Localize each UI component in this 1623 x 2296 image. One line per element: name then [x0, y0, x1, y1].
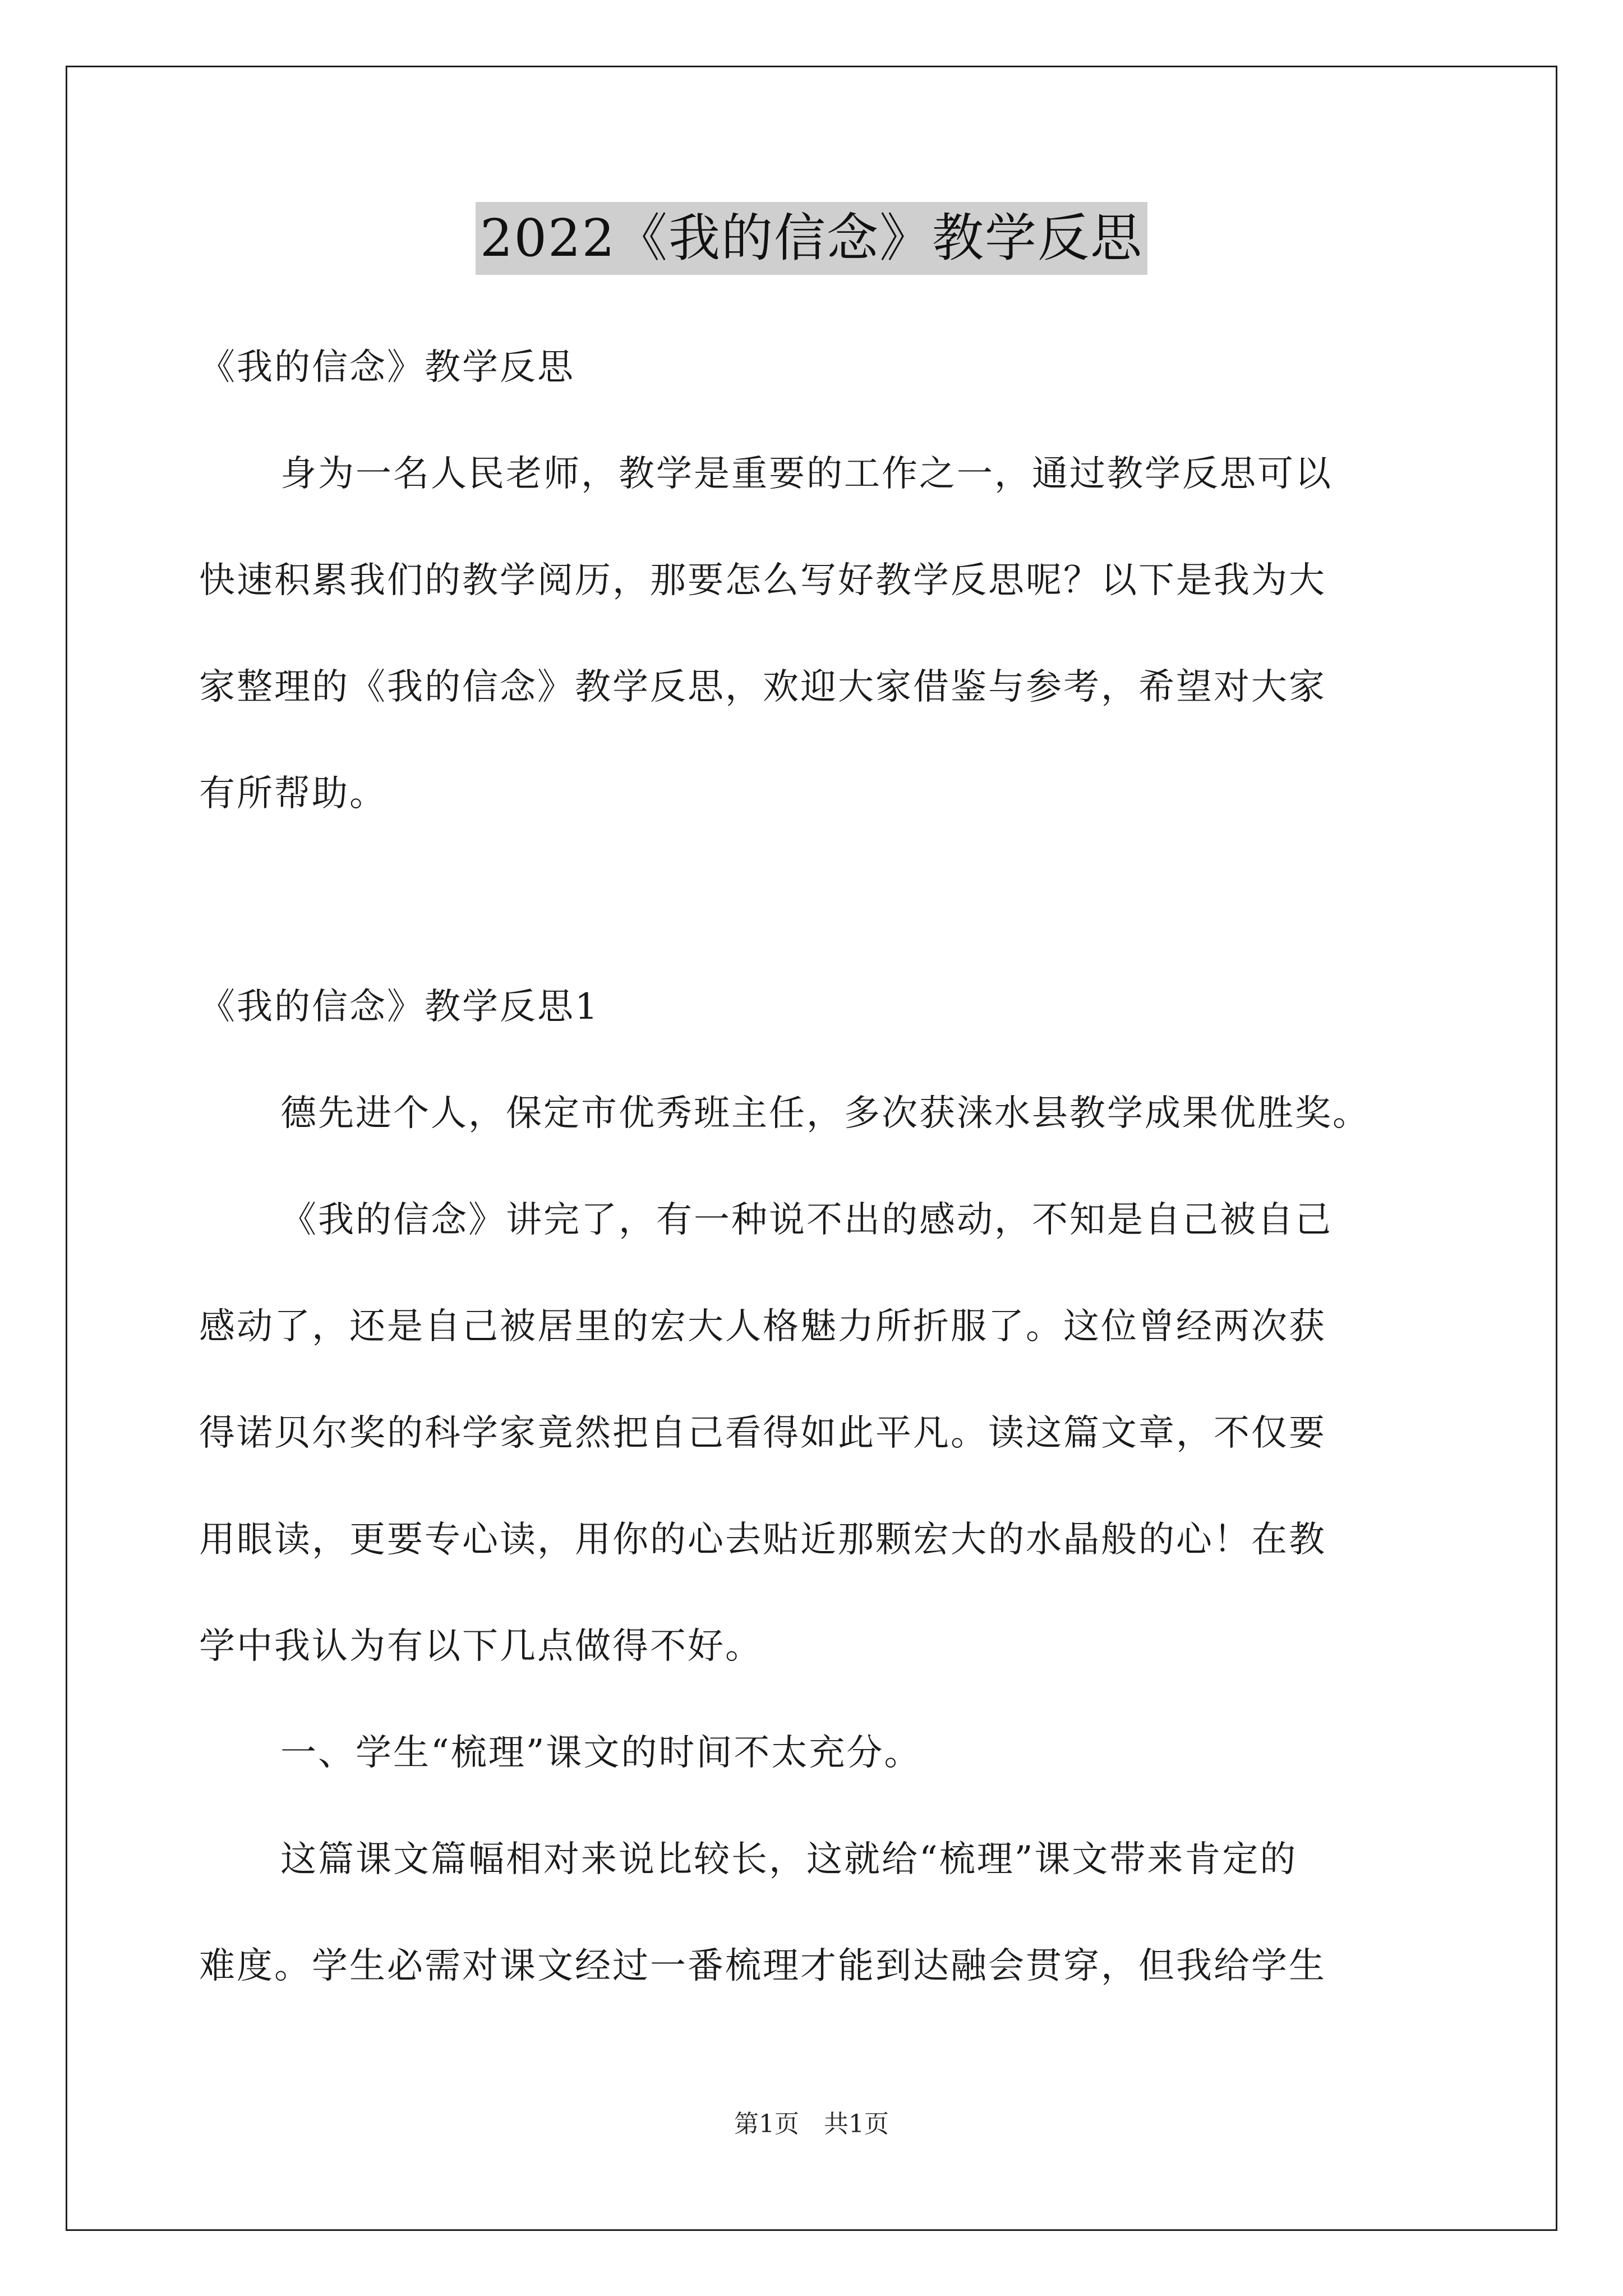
text-line: 难度。学生必需对课文经过一番梳理才能到达融会贯穿，但我给学生 [199, 1945, 1326, 1987]
text-line: 《我的信念》教学反思 [199, 347, 575, 388]
text-line: 《我的信念》教学反思1 [199, 986, 600, 1028]
text-line: 有所帮助。 [199, 773, 387, 815]
text-line: 身为一名人民老师，教学是重要的工作之一，通过教学反思可以 [280, 453, 1332, 495]
text-line: 《我的信念》讲完了，有一种说不出的感动，不知是自己被自己 [280, 1199, 1332, 1241]
document-title: 2022《我的信念》教学反思 [476, 202, 1147, 275]
paragraph-gap [199, 847, 1433, 954]
text-line: 得诺贝尔奖的科学家竟然把自己看得如此平凡。读这篇文章，不仅要 [199, 1412, 1326, 1454]
document-body [199, 314, 1433, 2019]
text-line: 家整理的《我的信念》教学反思，欢迎大家借鉴与参考，希望对大家 [199, 666, 1326, 708]
text-line: 这篇课文篇幅相对来说比较长，这就给“梳理”课文带来肯定的 [280, 1839, 1298, 1880]
text-line: 用眼读，更要专心读，用你的心去贴近那颗宏大的水晶般的心！在教 [199, 1519, 1326, 1561]
text-line: 快速积累我们的教学阅历，那要怎么写好教学反思呢？以下是我为大 [199, 560, 1326, 601]
title-container [0, 202, 1623, 275]
text-line: 感动了，还是自己被居里的宏大人格魅力所折服了。这位曾经两次获 [199, 1306, 1326, 1347]
text-line: 一、学生“梳理”课文的时间不太充分。 [280, 1732, 922, 1774]
text-line: 德先进个人，保定市优秀班主任，多次获涞水县教学成果优胜奖。 [280, 1093, 1370, 1134]
page-footer: 第1页 共1页 [734, 2110, 889, 2138]
text-line: 学中我认为有以下几点做得不好。 [199, 1626, 763, 1667]
